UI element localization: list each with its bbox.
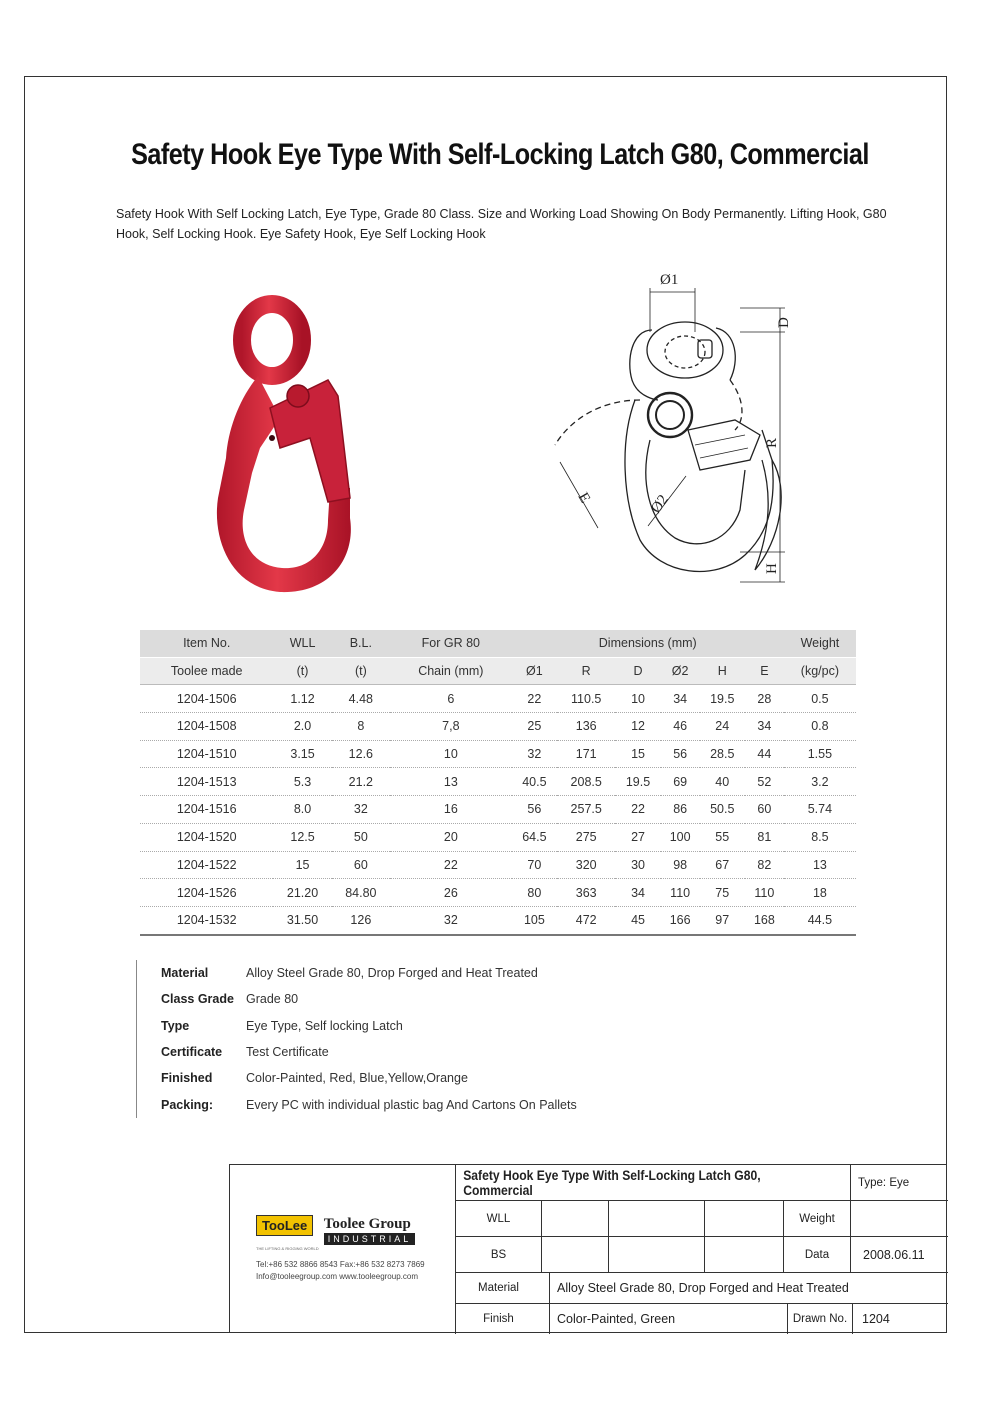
cell-d2: 110	[661, 879, 700, 907]
sub-e: E	[745, 657, 784, 685]
cell-e: 52	[745, 768, 784, 796]
cell-bl: 8	[332, 713, 390, 741]
cell-wll: 2.0	[273, 713, 331, 741]
cell-d2: 34	[661, 685, 700, 713]
cell-item-no: 1204-1506	[140, 685, 273, 713]
hook-technical-drawing	[540, 270, 810, 595]
page-title: Safety Hook Eye Type With Self-Locking Latch G80, Commercial	[131, 138, 869, 171]
cell-e: 82	[745, 851, 784, 879]
dim-label-h: H	[764, 563, 780, 574]
property-key: Finished	[161, 1071, 213, 1086]
sub-toolee-made: Toolee made	[140, 657, 273, 685]
cell-weight: 5.74	[784, 796, 856, 824]
cell-r: 208.5	[557, 768, 615, 796]
cell-d: 34	[615, 879, 660, 907]
col-for-gr80: For GR 80	[390, 630, 512, 657]
cell-bl: 12.6	[332, 740, 390, 768]
cell-d2: 98	[661, 851, 700, 879]
sub-d1: Ø1	[512, 657, 557, 685]
cell-item-no: 1204-1513	[140, 768, 273, 796]
dim-label-d2: Ø2	[648, 492, 672, 517]
table-row	[140, 906, 856, 934]
weight-label: Weight	[799, 1212, 835, 1225]
material-value: Alloy Steel Grade 80, Drop Forged and Heat Treated	[557, 1281, 849, 1295]
cell-h: 55	[700, 823, 745, 851]
logo-tagline: THE LIFTING & RIGGING WORLD	[256, 1246, 319, 1251]
cell-e: 60	[745, 796, 784, 824]
property-row	[161, 1091, 761, 1117]
contact-email: Info@tooleegroup.com www.tooleegroup.com	[256, 1272, 418, 1281]
property-key: Packing:	[161, 1097, 214, 1112]
specification-table	[140, 630, 856, 936]
col-item-no: Item No.	[140, 630, 273, 657]
cell-weight: 0.5	[784, 685, 856, 713]
cell-d: 22	[615, 796, 660, 824]
col-dimensions: Dimensions (mm)	[512, 630, 784, 657]
cell-e: 34	[745, 713, 784, 741]
company-name: Toolee Group	[323, 1216, 411, 1232]
property-value: Color-Painted, Red, Blue,Yellow,Orange	[246, 1071, 468, 1086]
cell-weight: 13	[784, 851, 856, 879]
drawn-no-label: Drawn No.	[792, 1313, 848, 1325]
sub-bl-unit: (t)	[332, 657, 390, 685]
cell-chain: 26	[390, 879, 512, 907]
table-row	[140, 796, 856, 824]
cell-wll: 3.15	[273, 740, 331, 768]
cell-weight: 0.8	[784, 713, 856, 741]
cell-r: 363	[557, 879, 615, 907]
properties-list	[136, 960, 761, 1118]
cell-bl: 60	[332, 851, 390, 879]
table-row	[140, 851, 856, 879]
cell-d1: 105	[512, 906, 557, 934]
table-row	[140, 740, 856, 768]
property-row	[161, 1013, 761, 1039]
property-value: Grade 80	[246, 992, 299, 1007]
cell-e: 44	[745, 740, 784, 768]
property-key: Class Grade	[161, 992, 234, 1007]
sub-wll-unit: (t)	[273, 657, 331, 685]
title-block	[229, 1164, 947, 1333]
cell-d: 15	[615, 740, 660, 768]
bs-label: BS	[490, 1248, 507, 1261]
cell-h: 75	[700, 879, 745, 907]
date-value: 2008.06.11	[863, 1247, 925, 1262]
dim-label-d1: Ø1	[660, 272, 679, 288]
cell-bl: 50	[332, 823, 390, 851]
cell-d2: 46	[661, 713, 700, 741]
cell-wll: 5.3	[273, 768, 331, 796]
dim-label-d: D	[776, 317, 792, 328]
company-name-block	[324, 1215, 416, 1245]
cell-weight: 44.5	[784, 906, 856, 934]
property-row	[161, 1065, 761, 1091]
cell-bl: 21.2	[332, 768, 390, 796]
company-sub: INDUSTRIAL	[324, 1233, 416, 1245]
cell-d1: 22	[512, 685, 557, 713]
table-row	[140, 713, 856, 741]
dim-label-e: E	[574, 490, 593, 506]
cell-item-no: 1204-1508	[140, 713, 273, 741]
cell-chain: 22	[390, 851, 512, 879]
sub-h: H	[700, 657, 745, 685]
property-key: Certificate	[161, 1045, 223, 1060]
cell-e: 110	[745, 879, 784, 907]
cell-weight: 18	[784, 879, 856, 907]
cell-chain: 32	[390, 906, 512, 934]
cell-h: 50.5	[700, 796, 745, 824]
cell-d: 10	[615, 685, 660, 713]
cell-wll: 12.5	[273, 823, 331, 851]
cell-item-no: 1204-1526	[140, 879, 273, 907]
company-logo-block	[256, 1215, 436, 1283]
property-value: Eye Type, Self locking Latch	[246, 1018, 403, 1033]
property-key: Material	[161, 966, 209, 981]
cell-d1: 56	[512, 796, 557, 824]
cell-item-no: 1204-1532	[140, 906, 273, 934]
property-row	[161, 1039, 761, 1065]
col-wll: WLL	[273, 630, 331, 657]
cell-e: 81	[745, 823, 784, 851]
cell-d1: 25	[512, 713, 557, 741]
cell-r: 275	[557, 823, 615, 851]
hook-photo	[200, 288, 380, 608]
sub-weight-unit: (kg/pc)	[784, 657, 856, 685]
col-bl: B.L.	[332, 630, 390, 657]
cell-chain: 10	[390, 740, 512, 768]
cell-weight: 3.2	[784, 768, 856, 796]
finish-value: Color-Painted, Green	[557, 1312, 676, 1326]
cell-bl: 4.48	[332, 685, 390, 713]
cell-wll: 8.0	[273, 796, 331, 824]
cell-r: 171	[557, 740, 615, 768]
property-key: Type	[161, 1018, 190, 1033]
cell-r: 110.5	[557, 685, 615, 713]
cell-d2: 56	[661, 740, 700, 768]
cell-r: 472	[557, 906, 615, 934]
wll-label: WLL	[486, 1212, 511, 1225]
cell-item-no: 1204-1520	[140, 823, 273, 851]
sub-d: D	[615, 657, 660, 685]
property-row	[161, 960, 761, 986]
sub-chain: Chain (mm)	[390, 657, 512, 685]
cell-bl: 126	[332, 906, 390, 934]
cell-chain: 16	[390, 796, 512, 824]
property-value: Every PC with individual plastic bag And Cartons On Pallets	[246, 1097, 577, 1112]
cell-d: 45	[615, 906, 660, 934]
contact-phone: Tel:+86 532 8866 8543 Fax:+86 532 8273 7869	[256, 1260, 425, 1269]
dim-label-r: R	[764, 437, 780, 448]
drawn-no-value: 1204	[862, 1312, 890, 1326]
product-description: Safety Hook With Self Locking Latch, Eye Type, Grade 80 Class. Size and Working Load Showing On Body Permanently. Lifting Hook, G80 Hook, Self Locking Hook. Eye Safety Hook, Eye Self Locking Hook	[116, 207, 887, 241]
cell-chain: 6	[390, 685, 512, 713]
property-row	[161, 986, 761, 1012]
sub-r: R	[557, 657, 615, 685]
cell-d1: 70	[512, 851, 557, 879]
cell-weight: 1.55	[784, 740, 856, 768]
cell-bl: 32	[332, 796, 390, 824]
table-row	[140, 823, 856, 851]
cell-item-no: 1204-1516	[140, 796, 273, 824]
table-header-row	[140, 630, 856, 657]
cell-r: 136	[557, 713, 615, 741]
cell-h: 24	[700, 713, 745, 741]
company-logo: TooLee	[256, 1215, 313, 1236]
cell-d: 12	[615, 713, 660, 741]
cell-chain: 7,8	[390, 713, 512, 741]
table-row	[140, 685, 856, 713]
cell-h: 19.5	[700, 685, 745, 713]
cell-d: 30	[615, 851, 660, 879]
cell-wll: 1.12	[273, 685, 331, 713]
title-block-title: Safety Hook Eye Type With Self-Locking Latch G80, Commercial	[463, 1167, 761, 1198]
cell-h: 28.5	[700, 740, 745, 768]
cell-h: 67	[700, 851, 745, 879]
table-row	[140, 768, 856, 796]
cell-e: 28	[745, 685, 784, 713]
sub-d2: Ø2	[661, 657, 700, 685]
table-subheader-row	[140, 657, 856, 685]
cell-bl: 84.80	[332, 879, 390, 907]
cell-chain: 13	[390, 768, 512, 796]
cell-h: 97	[700, 906, 745, 934]
table-row	[140, 879, 856, 907]
col-weight: Weight	[784, 630, 856, 657]
material-label: Material	[478, 1282, 519, 1294]
property-value: Test Certificate	[246, 1045, 329, 1060]
cell-d2: 100	[661, 823, 700, 851]
cell-d2: 69	[661, 768, 700, 796]
cell-wll: 31.50	[273, 906, 331, 934]
title-block-type: Type: Eye	[858, 1176, 910, 1189]
cell-d: 19.5	[615, 768, 660, 796]
cell-h: 40	[700, 768, 745, 796]
cell-item-no: 1204-1510	[140, 740, 273, 768]
data-label: Data	[804, 1248, 830, 1261]
cell-chain: 20	[390, 823, 512, 851]
cell-d: 27	[615, 823, 660, 851]
cell-d1: 32	[512, 740, 557, 768]
cell-item-no: 1204-1522	[140, 851, 273, 879]
cell-wll: 21.20	[273, 879, 331, 907]
cell-e: 168	[745, 906, 784, 934]
property-value: Alloy Steel Grade 80, Drop Forged and Heat Treated	[246, 966, 538, 981]
finish-label: Finish	[483, 1313, 514, 1325]
cell-d1: 40.5	[512, 768, 557, 796]
cell-d1: 64.5	[512, 823, 557, 851]
cell-d2: 166	[661, 906, 700, 934]
cell-r: 320	[557, 851, 615, 879]
cell-d1: 80	[512, 879, 557, 907]
cell-weight: 8.5	[784, 823, 856, 851]
cell-wll: 15	[273, 851, 331, 879]
cell-r: 257.5	[557, 796, 615, 824]
cell-d2: 86	[661, 796, 700, 824]
